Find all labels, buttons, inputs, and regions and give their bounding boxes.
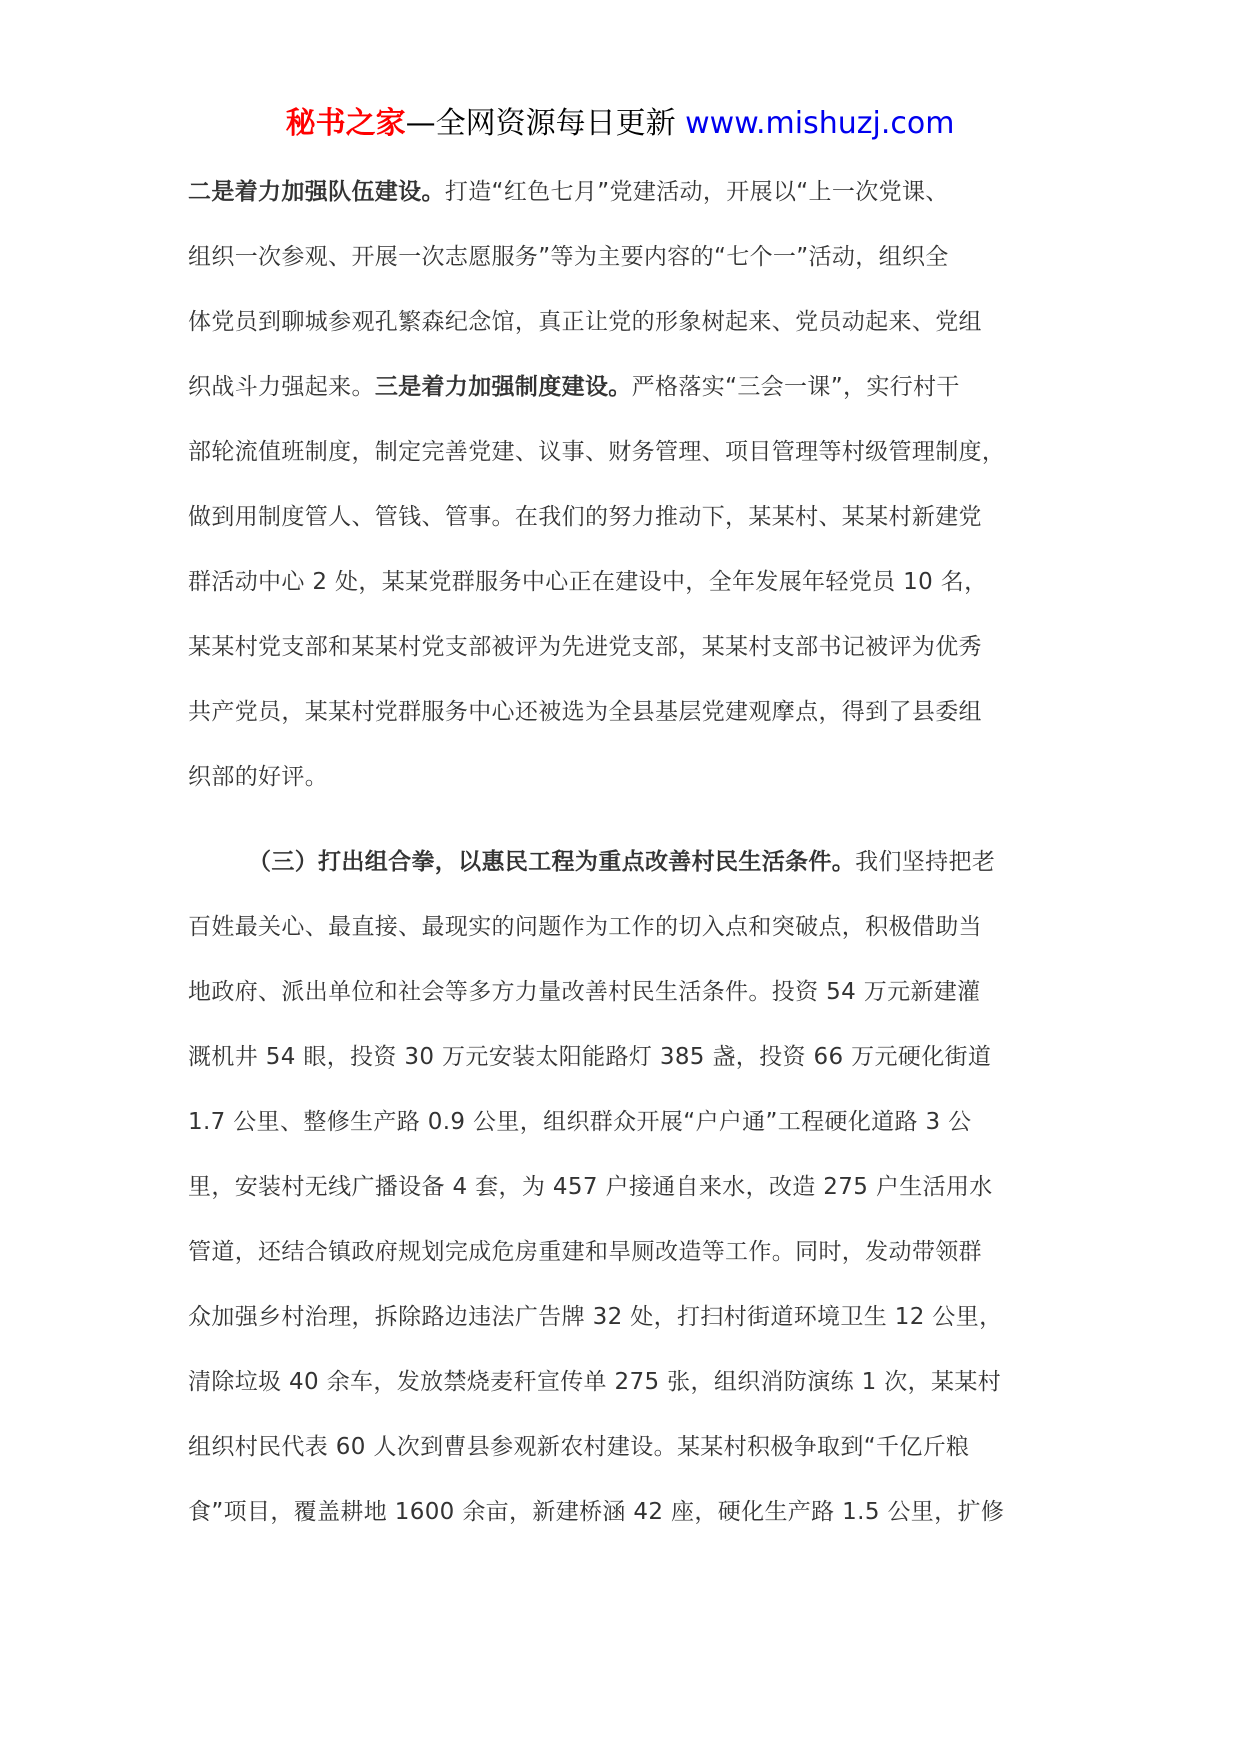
site-url-link[interactable]: www.mishuzj.com: [685, 106, 955, 141]
text-line: 清除垃圾 40 余车，发放禁烧麦秆宣传单 275 张，组织消防演练 1 次，某某村: [188, 1369, 1002, 1395]
line-text: 织战斗力强起来。: [188, 374, 375, 400]
section-heading: （三）打出组合拳，以惠民工程为重点改善村民生活条件。: [248, 849, 856, 875]
text-line: [188, 160, 1090, 225]
line-text: 我们坚持把老: [855, 849, 996, 875]
text-line: 百姓最关心、最直接、最现实的问题作为工作的切入点和突破点，积极借助当: [188, 914, 982, 940]
text-line: 织部的好评。: [188, 764, 329, 790]
site-tagline: —全网资源每日更新: [405, 106, 686, 141]
text-line: 众加强乡村治理，拆除路边违法广告牌 32 处，打扫村街道环境卫生 12 公里，: [188, 1304, 1003, 1330]
text-line: 1.7 公里、整修生产路 0.9 公里，组织群众开展“户户通”工程硬化道路 3 公: [188, 1109, 972, 1135]
text-line: 食”项目，覆盖耕地 1600 余亩，新建桥涵 42 座，硬化生产路 1.5 公里，扩修: [188, 1499, 1005, 1525]
bold-heading: 二是着力加强队伍建设。: [188, 179, 445, 205]
bold-heading: 三是着力加强制度建设。: [374, 374, 632, 400]
text-line: 里，安装村无线广播设备 4 套，为 457 户接通自来水，改造 275 户生活用水: [188, 1174, 993, 1200]
text-line: 管道，还结合镇政府规划完成危房重建和旱厕改造等工作。同时，发动带领群: [188, 1239, 982, 1265]
paragraph-livelihood-projects: [188, 830, 1090, 1545]
document-body: [188, 160, 1090, 1545]
text-line: 共产党员，某某村党群服务中心还被选为全县基层党建观摩点，得到了县委组: [188, 699, 982, 725]
line-text: 打造“红色七月”党建活动，开展以“上一次党课、: [444, 179, 949, 205]
text-line: 组织一次参观、开展一次志愿服务”等为主要内容的“七个一”活动，组织全: [188, 244, 949, 270]
site-header: [0, 100, 1240, 148]
text-line: [188, 355, 1090, 420]
text-line: 体党员到聊城参观孔繁森纪念馆，真正让党的形象树起来、党员动起来、党组: [188, 309, 982, 335]
text-line: 群活动中心 2 处，某某党群服务中心正在建设中，全年发展年轻党员 10 名，: [188, 569, 988, 595]
text-line: 地政府、派出单位和社会等多方力量改善村民生活条件。投资 54 万元新建灌: [188, 979, 981, 1005]
paragraph-team-building: [188, 160, 1090, 810]
text-line: 组织村民代表 60 人次到曹县参观新农村建设。某某村积极争取到“千亿斤粮: [188, 1434, 970, 1460]
line-text: 严格落实“三会一课”，实行村干: [631, 374, 960, 400]
paragraph-gap: [188, 810, 1090, 830]
text-line: 做到用制度管人、管钱、管事。在我们的努力推动下，某某村、某某村新建党: [188, 504, 982, 530]
text-line: [188, 830, 1090, 895]
text-line: 部轮流值班制度，制定完善党建、议事、财务管理、项目管理等村级管理制度，: [188, 439, 1006, 465]
text-line: 溉机井 54 眼，投资 30 万元安装太阳能路灯 385 盏，投资 66 万元硬化街道: [188, 1044, 992, 1070]
text-line: 某某村党支部和某某村党支部被评为先进党支部，某某村支部书记被评为优秀: [188, 634, 982, 660]
brand-name: 秘书之家: [285, 106, 406, 141]
